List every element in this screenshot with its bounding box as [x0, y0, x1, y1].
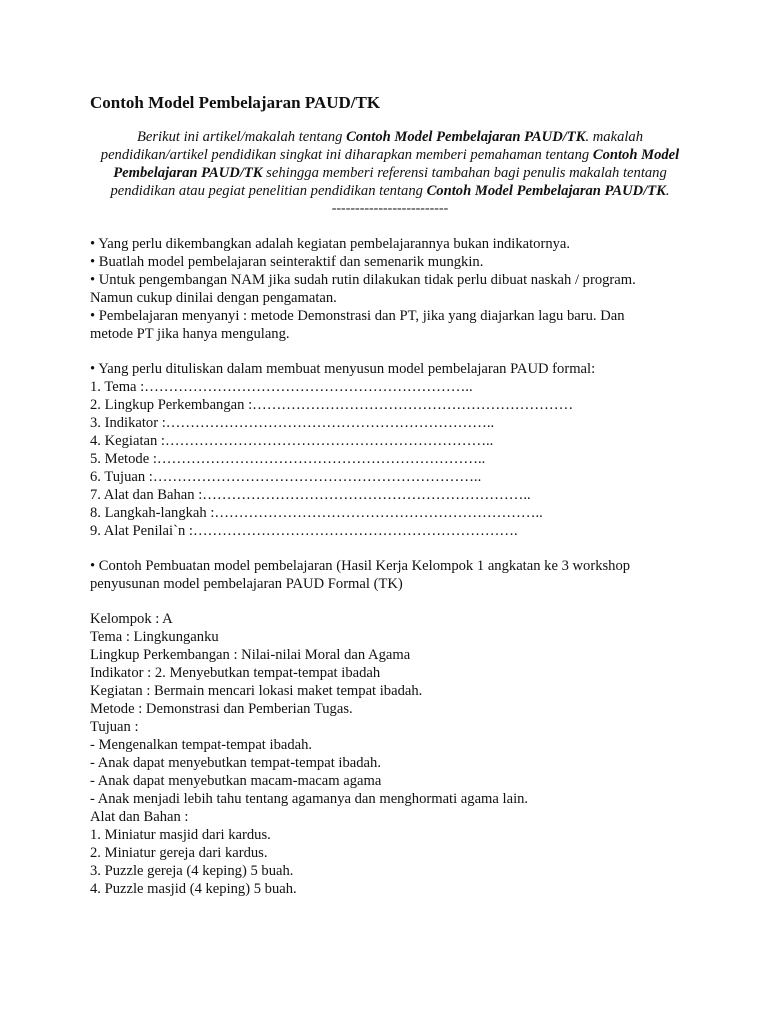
example-line: Metode : Demonstrasi dan Pemberian Tugas.	[90, 701, 353, 717]
example-line: 1. Miniatur masjid dari kardus.	[90, 827, 271, 843]
example-line: - Anak dapat menyebutkan macam-macam agama	[90, 773, 382, 789]
list-item: • Buatlah model pembelajaran seinteraktif dan semenarik mungkin.	[90, 254, 484, 270]
list-item: 6. Tujuan :…………………………………………………………..	[90, 469, 482, 485]
intro-term-1: Contoh Model Pembelajaran PAUD/TK	[346, 129, 586, 145]
example-body	[90, 610, 690, 898]
example-line: - Anak menjadi lebih tahu tentang agamanya dan menghormati agama lain.	[90, 791, 529, 807]
example-line: - Anak dapat menyebutkan tempat-tempat ibadah.	[90, 755, 381, 771]
document-title: Contoh Model Pembelajaran PAUD/TK	[90, 93, 381, 112]
example-line: 4. Puzzle masjid (4 keping) 5 buah.	[90, 881, 297, 897]
list-item: 5. Metode :…………………………………………………………..	[90, 451, 486, 467]
list-item: • Yang perlu dikembangkan adalah kegiatan pembelajarannya bukan indikatornya.	[90, 236, 571, 252]
example-line: - Mengenalkan tempat-tempat ibadah.	[90, 737, 313, 753]
example-line: Lingkup Perkembangan : Nilai-nilai Moral dan Agama	[90, 647, 411, 663]
intro-text-2: . makalah pendidikan/artikel pendidikan singkat ini diharapkan memberi pemahaman tentang	[100, 129, 644, 163]
list-item: • Pembelajaran menyanyi : metode Demonstrasi dan PT, jika yang diajarkan lagu baru. Dan	[90, 308, 625, 324]
example-line: Alat dan Bahan :	[90, 809, 189, 825]
document-page	[90, 92, 690, 898]
intro-text-3: sehingga memberi referensi tambahan bagi penulis makalah tentang pendidikan atau pegiat penelitian pendidikan tentang	[110, 165, 667, 199]
intro-paragraph	[90, 128, 690, 200]
list-item: 1. Tema :…………………………………………………………..	[90, 379, 473, 395]
intro-term-2: Contoh Model Pembelajaran PAUD/TK	[113, 147, 680, 181]
list-item: 8. Langkah-langkah :…………………………………………………………..	[90, 505, 543, 521]
example-line: Tujuan :	[90, 719, 139, 735]
intro-term-3: Contoh Model Pembelajaran PAUD/TK	[426, 183, 666, 199]
format-intro: • Yang perlu dituliskan dalam membuat menyusun model pembelajaran PAUD formal:	[90, 361, 596, 377]
guidance-bullets	[90, 235, 690, 343]
example-line: Indikator : 2. Menyebutkan tempat-tempat ibadah	[90, 665, 381, 681]
list-item: • Untuk pengembangan NAM jika sudah rutin dilakukan tidak perlu dibuat naskah / program.	[90, 272, 636, 288]
example-line: Kegiatan : Bermain mencari lokasi maket tempat ibadah.	[90, 683, 423, 699]
format-section	[90, 360, 690, 540]
example-line: 2. Miniatur gereja dari kardus.	[90, 845, 268, 861]
list-item: 4. Kegiatan :…………………………………………………………..	[90, 433, 494, 449]
list-item: 7. Alat dan Bahan :…………………………………………………………..	[90, 487, 531, 503]
example-line: Kelompok : A	[90, 611, 173, 627]
intro-text-1: Berikut ini artikel/makalah tentang	[136, 129, 347, 145]
list-item: 2. Lingkup Perkembangan :…………………………………………………………	[90, 397, 574, 413]
list-item: metode PT jika hanya mengulang.	[90, 326, 290, 342]
list-item: Namun cukup dinilai dengan pengamatan.	[90, 290, 337, 306]
separator-line: -------------------------	[331, 201, 449, 216]
list-item: 3. Indikator :…………………………………………………………..	[90, 415, 495, 431]
example-line: Tema : Lingkunganku	[90, 629, 219, 645]
example-intro-line: • Contoh Pembuatan model pembelajaran (Hasil Kerja Kelompok 1 angkatan ke 3 workshop	[90, 558, 631, 574]
example-intro-line: penyusunan model pembelajaran PAUD Formal (TK)	[90, 576, 403, 592]
example-intro	[90, 557, 690, 593]
intro-text-4: .	[665, 183, 670, 199]
example-line: 3. Puzzle gereja (4 keping) 5 buah.	[90, 863, 294, 879]
list-item: 9. Alat Penilai`n :………………………………………………………….	[90, 523, 518, 539]
